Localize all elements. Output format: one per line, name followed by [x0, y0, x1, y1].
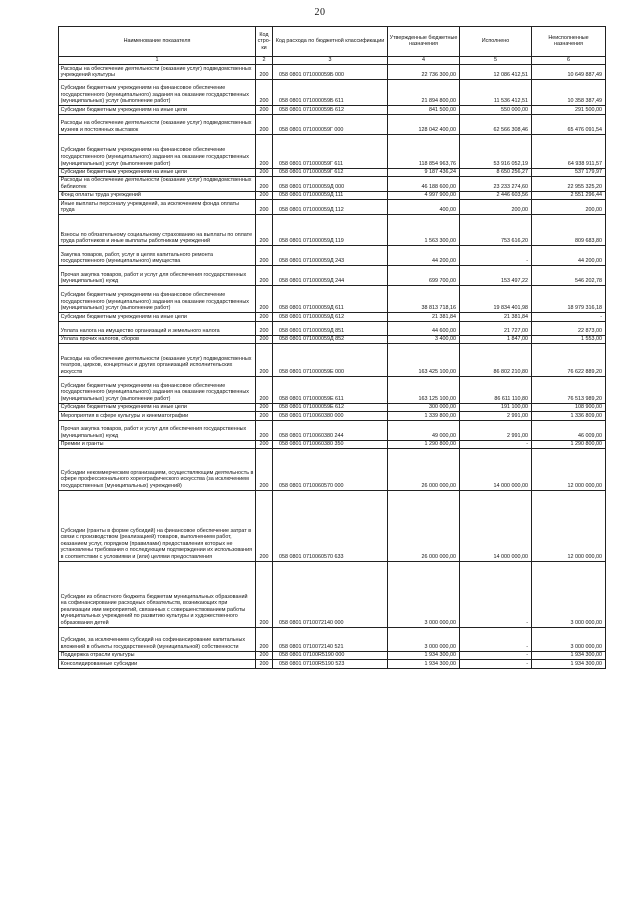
row-budget-code: 058 0801 071000059Б 000	[273, 65, 388, 80]
row-executed-amount: 14 000 000,00	[460, 449, 532, 491]
row-indicator-name: Расходы на обеспечение деятельности (оказание услуг) подведомственных библиотек	[59, 176, 256, 191]
row-budget-code: 058 0801 071000059Б 611	[273, 80, 388, 106]
column-number: 6	[532, 56, 606, 64]
table-row	[59, 286, 606, 313]
row-approved-amount: 3 400,00	[388, 335, 460, 343]
row-executed-amount: 23 233 274,60	[460, 176, 532, 191]
row-budget-code: 058 0801 07100R5190 523	[273, 660, 388, 668]
table-row	[59, 80, 606, 106]
row-line-code: 200	[256, 134, 273, 168]
row-indicator-name: Субсидии из областного бюджета бюджетам муниципальных образований на софинансирование расходных обязательств, возникающих при реализации ими мероприятий, связанных с совершенствованием работы муниципальных учреждений по развитию культуры и художественного образования детей	[59, 562, 256, 628]
row-line-code: 200	[256, 562, 273, 628]
column-number: 2	[256, 56, 273, 64]
row-budget-code: 058 0801 071000059Д 851	[273, 321, 388, 335]
table-row	[59, 176, 606, 191]
row-unexecuted-amount: 12 000 000,00	[532, 491, 606, 562]
table-row	[59, 562, 606, 628]
table-row	[59, 628, 606, 652]
table-row	[59, 403, 606, 411]
row-executed-amount: 21 727,00	[460, 321, 532, 335]
row-executed-amount: 753 616,20	[460, 215, 532, 246]
row-budget-code: 058 0801 071000059Г 000	[273, 114, 388, 134]
row-indicator-name: Уплата прочих налогов, сборов	[59, 335, 256, 343]
row-budget-code: 058 0801 071000059Д 244	[273, 266, 388, 286]
row-executed-amount: 12 086 412,51	[460, 65, 532, 80]
row-budget-code: 058 0801 071000059Д 000	[273, 176, 388, 191]
row-indicator-name: Расходы на обеспечение деятельности (оказание услуг) подведомственных театров, цирков, концертных и других организаций исполнительских искусств	[59, 343, 256, 376]
row-budget-code: 058 0801 0710072140 000	[273, 562, 388, 628]
row-line-code: 200	[256, 313, 273, 321]
row-indicator-name: Фонд оплаты труда учреждений	[59, 191, 256, 199]
row-executed-amount: 8 650 256,27	[460, 168, 532, 176]
row-line-code: 200	[256, 106, 273, 114]
row-executed-amount: 62 566 308,46	[460, 114, 532, 134]
row-line-code: 200	[256, 215, 273, 246]
row-budget-code: 058 0801 0710060380 244	[273, 420, 388, 440]
row-approved-amount: 21 894 800,00	[388, 80, 460, 106]
column-number: 5	[460, 56, 532, 64]
row-budget-code: 058 0801 071000059Е 612	[273, 403, 388, 411]
row-executed-amount: 2 991,00	[460, 420, 532, 440]
row-budget-code: 058 0801 0710060570 000	[273, 449, 388, 491]
row-unexecuted-amount: 22 955 325,20	[532, 176, 606, 191]
row-approved-amount: 49 000,00	[388, 420, 460, 440]
header-approved: Утвержденные бюджетные назначения	[388, 27, 460, 57]
row-line-code: 200	[256, 420, 273, 440]
row-unexecuted-amount: 108 900,00	[532, 403, 606, 411]
row-approved-amount: 21 381,84	[388, 313, 460, 321]
row-approved-amount: 38 813 718,16	[388, 286, 460, 313]
row-approved-amount: 9 187 436,24	[388, 168, 460, 176]
row-line-code: 200	[256, 440, 273, 448]
table-row	[59, 412, 606, 420]
row-line-code: 200	[256, 343, 273, 376]
row-unexecuted-amount: 3 000 000,00	[532, 562, 606, 628]
row-indicator-name: Субсидии (гранты в форме субсидий) на финансовое обеспечение затрат в связи с производством (реализацией) товаров, выполнением работ, оказанием услуг, порядком (правилами) предоставления которых не установлены требования о последующем подтверждении их использования в соответствии с условиями и (или) целями предоставления	[59, 491, 256, 562]
table-row	[59, 449, 606, 491]
row-indicator-name: Расходы на обеспечение деятельности (оказание услуг) подведомственных учреждений культуры	[59, 65, 256, 80]
table-body	[59, 65, 606, 669]
table-row	[59, 343, 606, 376]
row-line-code: 200	[256, 491, 273, 562]
row-executed-amount: 2 446 603,56	[460, 191, 532, 199]
row-indicator-name: Консолидированные субсидии	[59, 660, 256, 668]
row-unexecuted-amount: 1 336 809,00	[532, 412, 606, 420]
row-indicator-name: Субсидии бюджетным учреждениям на финансовое обеспечение государственного (муниципального) задания на оказание государственных (муниципальных) услуг (выполнение работ)	[59, 286, 256, 313]
row-indicator-name: Субсидии бюджетным учреждениям на иные цели	[59, 313, 256, 321]
row-budget-code: 058 0801 071000059Б 612	[273, 106, 388, 114]
row-line-code: 200	[256, 200, 273, 215]
row-executed-amount: -	[460, 660, 532, 668]
row-indicator-name: Субсидии, за исключением субсидий на софинансирование капитальных вложений в объекты государственной (муниципальной) собственности	[59, 628, 256, 652]
row-line-code: 200	[256, 403, 273, 411]
row-approved-amount: 3 000 000,00	[388, 628, 460, 652]
row-line-code: 200	[256, 321, 273, 335]
row-line-code: 200	[256, 176, 273, 191]
row-executed-amount: -	[460, 440, 532, 448]
table-row	[59, 491, 606, 562]
header-indicator-name: Наименование показателя	[59, 27, 256, 57]
row-executed-amount: 86 611 110,80	[460, 376, 532, 403]
row-approved-amount: 44 600,00	[388, 321, 460, 335]
row-executed-amount: 86 802 210,80	[460, 343, 532, 376]
row-line-code: 200	[256, 412, 273, 420]
row-budget-code: 058 0801 071000059Д 112	[273, 200, 388, 215]
table-row	[59, 420, 606, 440]
table-row	[59, 335, 606, 343]
row-approved-amount: 1 934 300,00	[388, 652, 460, 660]
row-executed-amount: 550 000,00	[460, 106, 532, 114]
table-row	[59, 440, 606, 448]
row-line-code: 200	[256, 80, 273, 106]
row-unexecuted-amount: 1 553,00	[532, 335, 606, 343]
row-indicator-name: Мероприятия в сфере культуры и кинематографии	[59, 412, 256, 420]
row-line-code: 200	[256, 266, 273, 286]
row-unexecuted-amount: 2 551 296,44	[532, 191, 606, 199]
row-indicator-name: Субсидии бюджетным учреждениям на иные цели	[59, 106, 256, 114]
row-indicator-name: Закупка товаров, работ, услуг в целях капитального ремонта государственного (муниципального) имущества	[59, 246, 256, 266]
row-line-code: 200	[256, 114, 273, 134]
row-indicator-name: Прочая закупка товаров, работ и услуг для обеспечения государственных (муниципальных) нужд	[59, 420, 256, 440]
row-approved-amount: 128 042 400,00	[388, 114, 460, 134]
row-budget-code: 058 0801 0710072140 521	[273, 628, 388, 652]
row-executed-amount: 200,00	[460, 200, 532, 215]
table-row	[59, 168, 606, 176]
column-number: 4	[388, 56, 460, 64]
table-row	[59, 652, 606, 660]
row-indicator-name: Премии и гранты	[59, 440, 256, 448]
row-line-code: 200	[256, 628, 273, 652]
row-approved-amount: 699 700,00	[388, 266, 460, 286]
table-row	[59, 660, 606, 668]
row-unexecuted-amount: 64 938 911,57	[532, 134, 606, 168]
row-line-code: 200	[256, 286, 273, 313]
row-approved-amount: 44 200,00	[388, 246, 460, 266]
row-approved-amount: 1 563 300,00	[388, 215, 460, 246]
row-approved-amount: 1 934 300,00	[388, 660, 460, 668]
row-line-code: 200	[256, 65, 273, 80]
row-indicator-name: Субсидии бюджетным учреждениям на финансовое обеспечение государственного (муниципального) задания на оказание государственных (муниципальных) услуг (выполнение работ)	[59, 134, 256, 168]
row-executed-amount: -	[460, 628, 532, 652]
table-row	[59, 134, 606, 168]
row-unexecuted-amount: 546 202,78	[532, 266, 606, 286]
row-unexecuted-amount: 1 290 800,00	[532, 440, 606, 448]
row-line-code: 200	[256, 652, 273, 660]
row-unexecuted-amount: 44 200,00	[532, 246, 606, 266]
row-unexecuted-amount: 76 622 889,20	[532, 343, 606, 376]
row-executed-amount: 21 381,84	[460, 313, 532, 321]
row-unexecuted-amount: 291 500,00	[532, 106, 606, 114]
row-indicator-name: Субсидии бюджетным учреждениям на финансовое обеспечение государственного (муниципального) задания на оказание государственных (муниципальных) услуг (выполнение работ)	[59, 80, 256, 106]
row-budget-code: 058 0801 0710060380 000	[273, 412, 388, 420]
table-row	[59, 313, 606, 321]
row-unexecuted-amount: 18 979 316,18	[532, 286, 606, 313]
row-unexecuted-amount: 65 476 091,54	[532, 114, 606, 134]
row-indicator-name: Субсидии бюджетным учреждениям на иные цели	[59, 403, 256, 411]
row-budget-code: 058 0801 071000059Д 243	[273, 246, 388, 266]
row-budget-code: 058 0801 071000059Д 611	[273, 286, 388, 313]
row-line-code: 200	[256, 449, 273, 491]
table-row	[59, 191, 606, 199]
row-approved-amount: 3 000 000,00	[388, 562, 460, 628]
row-budget-code: 058 0801 071000059Г 612	[273, 168, 388, 176]
row-indicator-name: Прочая закупка товаров, работ и услуг для обеспечения государственных (муниципальных) нужд	[59, 266, 256, 286]
row-unexecuted-amount: 537 179,97	[532, 168, 606, 176]
row-unexecuted-amount: 1 934 300,00	[532, 652, 606, 660]
row-indicator-name: Субсидии бюджетным учреждениям на иные цели	[59, 168, 256, 176]
row-indicator-name: Поддержка отрасли культуры	[59, 652, 256, 660]
row-approved-amount: 26 000 000,00	[388, 449, 460, 491]
table-row	[59, 266, 606, 286]
column-number-row	[59, 56, 606, 64]
row-indicator-name: Расходы на обеспечение деятельности (оказание услуг) подведомственных музеев и постоянных выставок	[59, 114, 256, 134]
row-unexecuted-amount: -	[532, 313, 606, 321]
row-indicator-name: Иные выплаты персоналу учреждений, за исключением фонда оплаты труда	[59, 200, 256, 215]
row-budget-code: 058 0801 0710060380 350	[273, 440, 388, 448]
row-line-code: 200	[256, 246, 273, 266]
table-row	[59, 114, 606, 134]
table-row	[59, 246, 606, 266]
row-unexecuted-amount: 200,00	[532, 200, 606, 215]
row-executed-amount: 14 000 000,00	[460, 491, 532, 562]
row-approved-amount: 300 000,00	[388, 403, 460, 411]
row-budget-code: 058 0801 071000059Е 000	[273, 343, 388, 376]
column-number: 1	[59, 56, 256, 64]
row-approved-amount: 118 854 963,76	[388, 134, 460, 168]
row-executed-amount: 53 916 052,19	[460, 134, 532, 168]
row-approved-amount: 1 339 800,00	[388, 412, 460, 420]
row-budget-code: 058 0801 071000059Д 119	[273, 215, 388, 246]
row-budget-code: 058 0801 07100R5190 000	[273, 652, 388, 660]
row-indicator-name: Взносы по обязательному социальному страхованию на выплаты по оплате труда работников и иные выплаты работникам учреждений	[59, 215, 256, 246]
row-approved-amount: 46 188 600,00	[388, 176, 460, 191]
table-header-row	[59, 27, 606, 57]
row-line-code: 200	[256, 168, 273, 176]
row-unexecuted-amount: 10 358 387,49	[532, 80, 606, 106]
row-budget-code: 058 0801 071000059Е 611	[273, 376, 388, 403]
row-unexecuted-amount: 10 649 887,49	[532, 65, 606, 80]
row-line-code: 200	[256, 335, 273, 343]
header-budget-code: Код расхода по бюджетной классификации	[273, 27, 388, 57]
row-approved-amount: 22 736 300,00	[388, 65, 460, 80]
row-executed-amount: -	[460, 562, 532, 628]
row-executed-amount: -	[460, 246, 532, 266]
row-unexecuted-amount: 46 009,00	[532, 420, 606, 440]
row-unexecuted-amount: 809 683,80	[532, 215, 606, 246]
row-executed-amount: 19 834 401,98	[460, 286, 532, 313]
row-executed-amount: -	[460, 652, 532, 660]
page-number: 20	[314, 7, 326, 18]
row-unexecuted-amount: 12 000 000,00	[532, 449, 606, 491]
header-unexecuted: Неисполненные назначения	[532, 27, 606, 57]
row-executed-amount: 1 847,00	[460, 335, 532, 343]
row-budget-code: 058 0801 071000059Д 612	[273, 313, 388, 321]
row-approved-amount: 400,00	[388, 200, 460, 215]
row-approved-amount: 163 425 100,00	[388, 343, 460, 376]
row-line-code: 200	[256, 660, 273, 668]
row-approved-amount: 26 000 000,00	[388, 491, 460, 562]
table-row	[59, 106, 606, 114]
row-indicator-name: Субсидии бюджетным учреждениям на финансовое обеспечение государственного (муниципального) задания на оказание государственных (муниципальных) услуг (выполнение работ)	[59, 376, 256, 403]
row-indicator-name: Субсидии некоммерческим организациям, осуществляющим деятельность в сфере профессионального хореографического искусства (за исключением государственных (муниципальных) учреждений)	[59, 449, 256, 491]
row-line-code: 200	[256, 376, 273, 403]
column-number: 3	[273, 56, 388, 64]
row-budget-code: 058 0801 0710060570 633	[273, 491, 388, 562]
row-unexecuted-amount: 22 873,00	[532, 321, 606, 335]
row-approved-amount: 1 290 800,00	[388, 440, 460, 448]
row-approved-amount: 841 500,00	[388, 106, 460, 114]
row-approved-amount: 163 125 100,00	[388, 376, 460, 403]
table-row	[59, 376, 606, 403]
row-unexecuted-amount: 1 934 300,00	[532, 660, 606, 668]
row-executed-amount: 191 100,00	[460, 403, 532, 411]
row-unexecuted-amount: 3 000 000,00	[532, 628, 606, 652]
row-budget-code: 058 0801 071000059Г 611	[273, 134, 388, 168]
budget-execution-table	[58, 26, 606, 669]
table-row	[59, 200, 606, 215]
row-unexecuted-amount: 76 513 989,20	[532, 376, 606, 403]
header-line-code: Код стро-ки	[256, 27, 273, 57]
header-executed: Исполнено	[460, 27, 532, 57]
row-indicator-name: Уплата налога на имущество организаций и земельного налога	[59, 321, 256, 335]
row-approved-amount: 4 997 900,00	[388, 191, 460, 199]
row-line-code: 200	[256, 191, 273, 199]
table-row	[59, 215, 606, 246]
table-row	[59, 65, 606, 80]
row-executed-amount: 11 536 412,51	[460, 80, 532, 106]
table-row	[59, 321, 606, 335]
row-executed-amount: 2 991,00	[460, 412, 532, 420]
row-executed-amount: 153 497,22	[460, 266, 532, 286]
row-budget-code: 058 0801 071000059Д 111	[273, 191, 388, 199]
row-budget-code: 058 0801 071000059Д 852	[273, 335, 388, 343]
